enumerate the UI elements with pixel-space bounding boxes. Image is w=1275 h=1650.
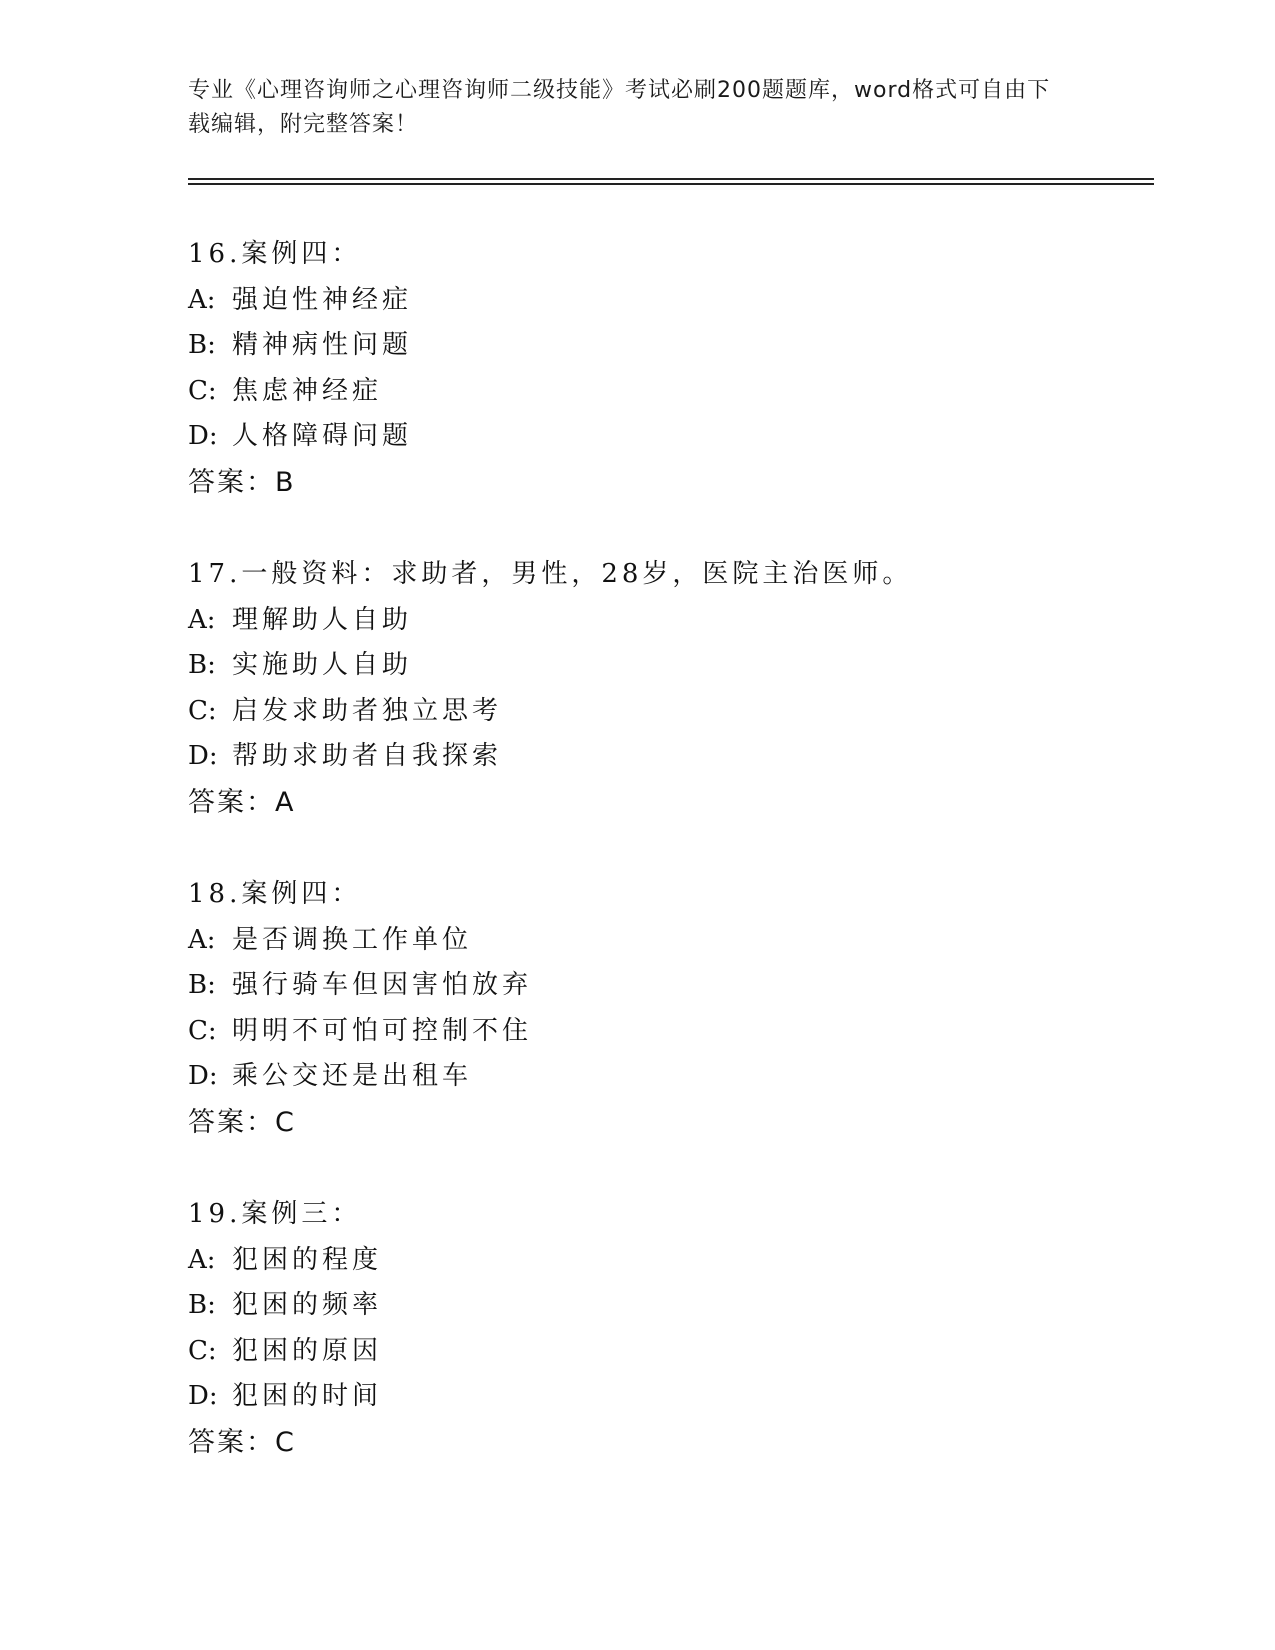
option-letter: C: [188,695,217,726]
question-17 [188,552,1154,872]
option-c [188,369,1154,415]
option-d [188,414,1154,460]
option-letter: B: [188,970,216,1000]
option-text: 精神病性问题 [232,330,413,360]
option-letter: D: [188,741,218,771]
header-text: 专业《心理咨询师之心理咨询师二级技能》考试必刷200题题库，word格式可自由下载编辑，附完整答案！ [188,78,1051,137]
question-stem: 19.案例三： [188,1199,362,1229]
option-text: 乘公交还是出租车 [232,1061,473,1091]
option-letter: C: [188,1335,217,1366]
option-text: 犯困的原因 [232,1335,383,1366]
option-letter: D: [188,421,218,451]
option-text: 焦虑神经症 [232,375,383,406]
question-list [188,232,1154,1512]
question-19 [188,1192,1154,1512]
option-text: 强行骑车但因害怕放弃 [232,970,533,1000]
option-d [188,1054,1154,1100]
option-letter: A: [188,284,216,315]
option-text: 犯困的程度 [232,1244,383,1275]
answer: 答案：B [188,466,296,498]
header-rule-top [188,178,1154,180]
option-a [188,1238,1154,1284]
option-text: 是否调换工作单位 [232,924,473,955]
option-a [188,918,1154,964]
option-letter: A: [188,604,216,635]
option-letter: A: [188,924,216,955]
option-letter: A: [188,1244,216,1275]
option-letter: B: [188,650,216,680]
question-stem: 16.案例四： [188,239,362,269]
option-text: 犯困的时间 [232,1381,383,1411]
question-16 [188,232,1154,552]
option-text: 强迫性神经症 [232,284,413,315]
option-text: 启发求助者独立思考 [232,695,503,726]
answer: 答案：C [188,1106,296,1138]
option-letter: C: [188,375,217,406]
option-text: 实施助人自助 [232,650,413,680]
option-a [188,598,1154,644]
option-text: 犯困的频率 [232,1290,383,1320]
option-letter: B: [188,1290,216,1320]
option-b [188,963,1154,1009]
answer: 答案：A [188,786,296,818]
header-rule-bottom [188,183,1154,185]
option-letter: D: [188,1381,218,1411]
option-letter: B: [188,330,216,360]
option-b [188,323,1154,369]
question-18 [188,872,1154,1192]
option-c [188,1009,1154,1055]
option-letter: D: [188,1061,218,1091]
question-stem: 17.一般资料：求助者，男性，28岁，医院主治医师。 [188,559,913,589]
option-text: 明明不可怕可控制不住 [232,1015,533,1046]
document-header [188,74,1068,142]
option-text: 帮助求助者自我探索 [232,741,503,771]
option-text: 理解助人自助 [232,604,413,635]
option-letter: C: [188,1015,217,1046]
option-d [188,734,1154,780]
option-d [188,1374,1154,1420]
option-b [188,643,1154,689]
option-a [188,278,1154,324]
option-c [188,689,1154,735]
option-b [188,1283,1154,1329]
option-c [188,1329,1154,1375]
option-text: 人格障碍问题 [232,421,413,451]
question-stem: 18.案例四： [188,879,362,909]
answer: 答案：C [188,1426,296,1458]
